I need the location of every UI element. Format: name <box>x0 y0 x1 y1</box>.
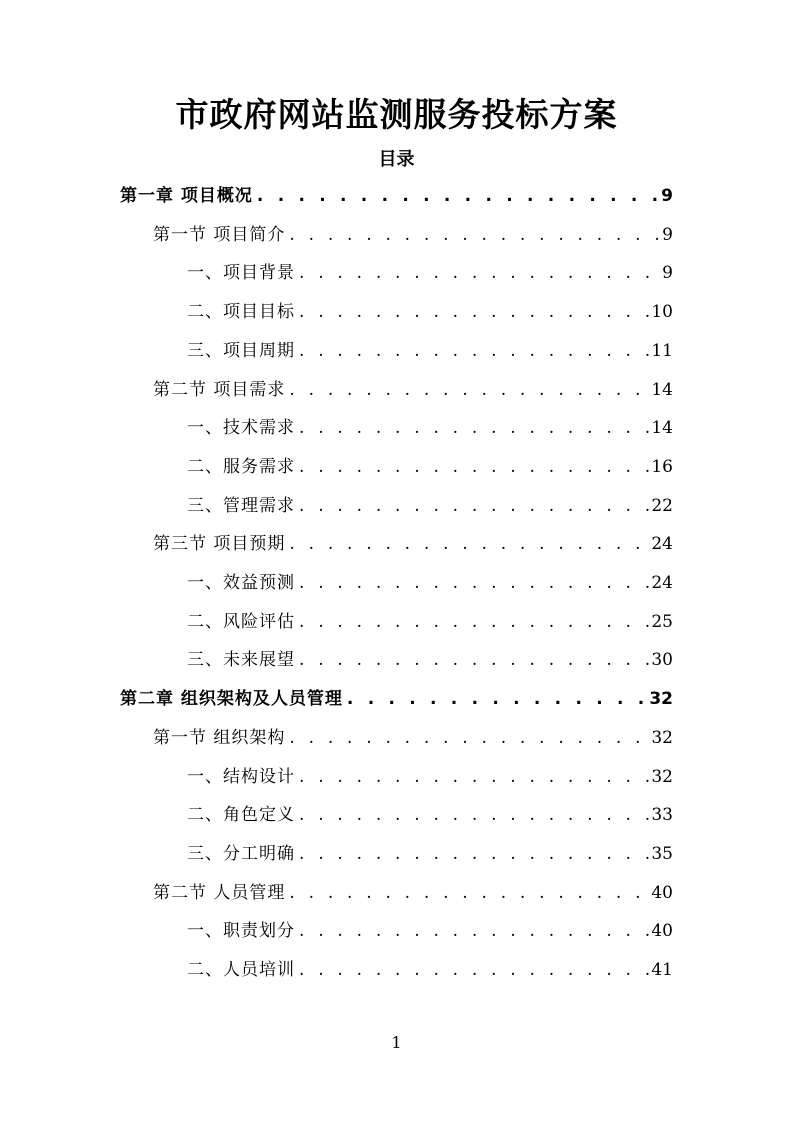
toc-heading: 目录 <box>378 149 415 170</box>
toc-dot-leader <box>253 184 661 208</box>
toc-entry-label: 二、风险评估 <box>187 611 295 632</box>
toc-entry-page: 9 <box>661 186 673 206</box>
toc-dot-leader <box>295 803 651 827</box>
toc-entry-page: 10 <box>651 302 673 323</box>
toc-entry[interactable] <box>120 184 673 208</box>
toc-dot-leader <box>295 610 651 634</box>
toc-entry-page: 22 <box>651 495 673 516</box>
toc-dot-leader <box>295 300 651 324</box>
toc-entry[interactable] <box>120 687 673 711</box>
toc-entry-label: 一、项目背景 <box>187 263 295 284</box>
toc-entry[interactable] <box>187 455 673 479</box>
toc-dot-leader <box>295 571 651 595</box>
toc-dot-leader <box>295 765 651 789</box>
toc-dot-leader <box>295 494 651 518</box>
toc-entry-label: 三、未来展望 <box>187 650 295 671</box>
toc-entry-page: 25 <box>651 611 673 632</box>
toc-dot-leader <box>285 532 651 556</box>
toc-entry-page: 16 <box>651 456 673 477</box>
toc-entry-page: 40 <box>651 882 673 903</box>
toc-entry-label: 三、分工明确 <box>187 843 295 864</box>
toc-entry-label: 第一节 组织架构 <box>153 727 286 748</box>
toc-entry[interactable] <box>187 842 673 866</box>
toc-entry-label: 二、服务需求 <box>187 456 295 477</box>
toc-entry-page: 24 <box>651 534 673 555</box>
toc-entry-label: 一、职责划分 <box>187 921 295 942</box>
toc-entry-page: 14 <box>651 418 673 439</box>
toc-entry[interactable] <box>187 300 673 324</box>
toc-entry[interactable] <box>187 803 673 827</box>
toc-dot-leader <box>295 261 662 285</box>
toc-entry[interactable] <box>153 378 673 402</box>
toc-dot-leader <box>295 455 651 479</box>
toc-dot-leader <box>295 958 651 982</box>
toc-entry[interactable] <box>187 339 673 363</box>
toc-entry[interactable] <box>187 494 673 518</box>
toc-entry-page: 24 <box>651 573 673 593</box>
toc-entry-page: 40 <box>651 921 673 942</box>
toc-dot-leader <box>295 648 651 672</box>
toc-entry-page: 11 <box>651 340 673 361</box>
toc-entry-label: 三、项目周期 <box>187 340 295 361</box>
toc-entry-label: 第一节 项目简介 <box>153 224 286 245</box>
toc-entry[interactable] <box>187 958 673 982</box>
toc-entry-page: 32 <box>649 689 673 710</box>
toc-entry-page: 32 <box>651 727 673 748</box>
toc-entry-page: 30 <box>651 650 673 671</box>
toc-dot-leader <box>285 223 662 247</box>
toc-entry[interactable] <box>187 416 673 440</box>
document-title: 市政府网站监测服务投标方案 <box>175 95 618 134</box>
toc-dot-leader <box>285 378 651 402</box>
toc-entry-page: 41 <box>651 960 673 980</box>
toc-dot-leader <box>295 416 651 440</box>
toc-entry-label: 第三节 项目预期 <box>153 534 286 555</box>
toc-entry-page: 9 <box>662 263 673 284</box>
toc-entry[interactable] <box>153 881 673 905</box>
toc-entry[interactable] <box>187 765 673 789</box>
toc-entry-label: 二、角色定义 <box>187 805 295 826</box>
toc-entry-page: 14 <box>651 379 673 400</box>
toc-dot-leader <box>295 339 651 363</box>
toc-entry-page: 35 <box>651 843 673 864</box>
toc-entry-label: 第二节 人员管理 <box>153 882 286 903</box>
toc-entry-label: 第二节 项目需求 <box>153 379 286 400</box>
toc-entry[interactable] <box>187 261 673 285</box>
toc-entry-label: 二、人员培训 <box>187 960 295 980</box>
toc-entry[interactable] <box>187 571 673 595</box>
toc-dot-leader <box>285 726 651 750</box>
toc-dot-leader <box>285 881 651 905</box>
page-number: 1 <box>391 1033 402 1052</box>
toc-entry-label: 三、管理需求 <box>187 495 295 516</box>
toc-dot-leader <box>343 687 649 711</box>
toc-entry-label: 第二章 组织架构及人员管理 <box>120 689 343 710</box>
toc-entry-label: 一、效益预测 <box>187 573 295 593</box>
toc-entry[interactable] <box>153 726 673 750</box>
toc-entry-page: 33 <box>651 805 673 826</box>
toc-entry-page: 9 <box>662 224 673 245</box>
toc-entry-label: 一、技术需求 <box>187 418 295 439</box>
toc-entry-page: 32 <box>651 766 673 787</box>
toc-entry-label: 一、结构设计 <box>187 766 295 787</box>
toc-entry[interactable] <box>187 610 673 634</box>
toc-entry[interactable] <box>187 648 673 672</box>
toc-entry[interactable] <box>153 532 673 556</box>
toc-entry[interactable] <box>153 223 673 247</box>
toc-entry[interactable] <box>187 919 673 943</box>
toc-dot-leader <box>295 919 651 943</box>
toc-entry-label: 二、项目目标 <box>187 302 295 323</box>
toc-entry-label: 第一章 项目概况 <box>120 186 253 206</box>
toc-dot-leader <box>295 842 651 866</box>
